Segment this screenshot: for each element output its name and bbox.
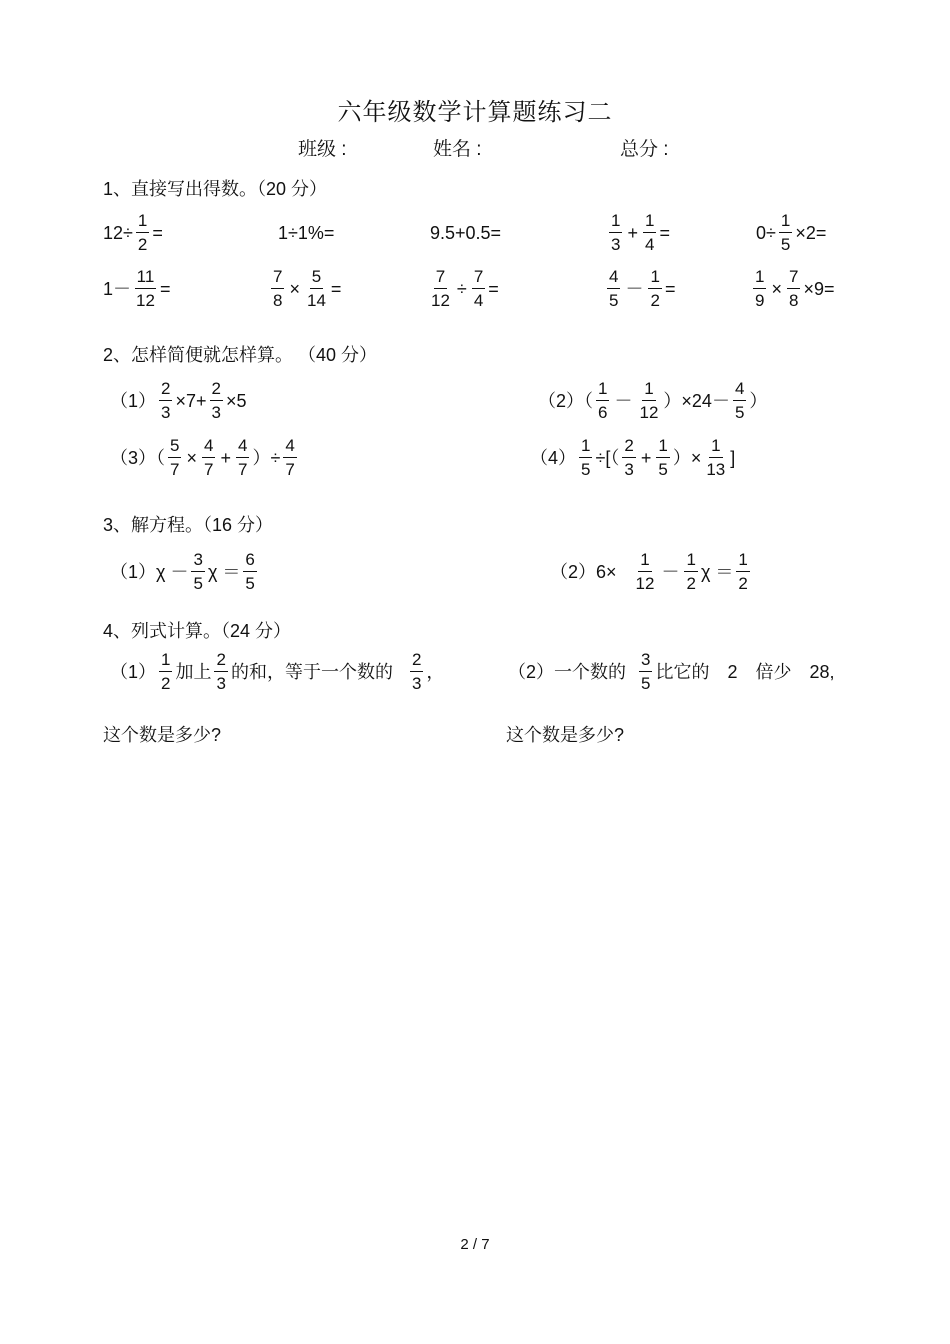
problem-10: $\frac{1}{9}$ × $\frac{7}{8}$ ×9= bbox=[755, 267, 835, 310]
fraction: $\frac{6}{5}$ bbox=[245, 550, 255, 593]
problem-9: $\frac{4}{5}$ － $\frac{1}{2}$ = bbox=[609, 267, 676, 310]
equation-3-1: （1）χ － $\frac{3}{5}$ χ ＝ $\frac{6}{5}$ bbox=[110, 550, 255, 593]
page-number: 2 / 7 bbox=[460, 1236, 490, 1253]
fraction: $\frac{1}{2}$ bbox=[650, 267, 660, 310]
fraction: $\frac{1}{2}$ bbox=[738, 550, 748, 593]
section2-heading: 2、怎样简便就怎样算。 （40 分） bbox=[103, 345, 378, 365]
fraction: $\frac{4}{7}$ bbox=[285, 436, 295, 479]
fraction: $\frac{1}{9}$ bbox=[755, 267, 765, 310]
score-label: 总分 : bbox=[620, 139, 669, 160]
fraction: $\frac{1}{2}$ bbox=[161, 650, 171, 693]
fraction: $\frac{4}{5}$ bbox=[609, 267, 619, 310]
fraction: $\frac{2}{3}$ bbox=[211, 379, 221, 422]
fraction: $\frac{3}{5}$ bbox=[641, 650, 651, 693]
fraction: $\frac{7}{4}$ bbox=[473, 267, 484, 310]
word-problem-4-2-line2: 这个数是多少? bbox=[506, 725, 625, 745]
fraction: $\frac{1}{13}$ bbox=[706, 436, 726, 479]
fraction: $\frac{2}{3}$ bbox=[216, 650, 226, 693]
word-problem-4-1: （1） $\frac{1}{2}$ 加上 $\frac{2}{3}$ 的和，等于一个数的 $\frac{2}{3}$ ， bbox=[110, 650, 445, 693]
problem-1: 12÷ $\frac{1}{2}$ = bbox=[103, 211, 163, 254]
fraction: $\frac{7}{8}$ bbox=[273, 267, 283, 310]
problem-8: $\frac{7}{12}$ ÷ $\frac{7}{4}$ = bbox=[431, 267, 499, 310]
question-2-1: （1） $\frac{2}{3}$ ×7+ $\frac{2}{3}$ ×5 bbox=[110, 379, 247, 422]
fraction: $\frac{5}{7}$ bbox=[170, 436, 180, 479]
fraction: $\frac{4}{7}$ bbox=[237, 436, 248, 479]
fraction: $\frac{1}{5}$ bbox=[658, 436, 668, 479]
fraction: $\frac{1}{2}$ bbox=[137, 211, 148, 254]
fraction: $\frac{5}{14}$ bbox=[306, 267, 326, 310]
fraction: $\frac{11}{12}$ bbox=[136, 267, 155, 310]
problem-5: 0÷ $\frac{1}{5}$ ×2= bbox=[756, 211, 827, 254]
question-2-4: （4） $\frac{1}{5}$ ÷[（ $\frac{2}{3}$ + $\frac{1}{5}$ ）× $\frac{1}{13}$ ] bbox=[530, 436, 736, 479]
fraction: $\frac{1}{6}$ bbox=[598, 379, 608, 422]
fraction: $\frac{2}{3}$ bbox=[624, 436, 634, 479]
fraction: $\frac{1}{3}$ bbox=[611, 211, 621, 254]
word-problem-4-1-line2: 这个数是多少? bbox=[103, 725, 222, 745]
fraction: $\frac{2}{3}$ bbox=[411, 650, 422, 693]
fraction: $\frac{1}{5}$ bbox=[780, 211, 791, 254]
problem-6: 1－ $\frac{11}{12}$ = bbox=[103, 267, 171, 310]
fraction: $\frac{7}{8}$ bbox=[788, 267, 799, 310]
fraction: $\frac{1}{12}$ bbox=[639, 379, 659, 422]
word-problem-4-2: （2）一个数的 $\frac{3}{5}$ 比它的 2 倍少 28, bbox=[508, 650, 835, 693]
problem-2: 1÷1%= bbox=[278, 223, 335, 243]
section3-heading: 3、解方程。（16 分） bbox=[103, 515, 274, 535]
problem-7: $\frac{7}{8}$ × $\frac{5}{14}$ = bbox=[273, 267, 342, 310]
fraction: $\frac{1}{4}$ bbox=[644, 211, 655, 254]
fraction: $\frac{1}{12}$ bbox=[635, 550, 655, 593]
problem-3: 9.5+0.5= bbox=[430, 223, 502, 243]
fraction: $\frac{4}{7}$ bbox=[204, 436, 214, 479]
fraction: $\frac{3}{5}$ bbox=[193, 550, 203, 593]
page-title: 六年级数学计算题练习二 bbox=[337, 99, 613, 126]
question-2-2: （2）（ $\frac{1}{6}$ － $\frac{1}{12}$ ）×24－ $\frac{4}{5}$ ） bbox=[538, 379, 768, 422]
class-label: 班级 : bbox=[298, 139, 347, 160]
section4-heading: 4、列式计算。（24 分） bbox=[103, 621, 292, 641]
fraction: $\frac{7}{12}$ bbox=[431, 267, 450, 310]
equation-3-2: （2）6× $\frac{1}{12}$ － $\frac{1}{2}$ χ ＝ $\frac{1}{2}$ bbox=[550, 550, 748, 593]
fraction: $\frac{1}{5}$ bbox=[581, 436, 591, 479]
question-2-3: （3）（ $\frac{5}{7}$ × $\frac{4}{7}$ + $\frac{4}{7}$ ）÷ $\frac{4}{7}$ bbox=[110, 436, 295, 479]
section1-heading: 1、直接写出得数。（20 分） bbox=[103, 179, 328, 199]
name-label: 姓名 : bbox=[433, 139, 482, 160]
fraction: $\frac{1}{2}$ bbox=[686, 550, 696, 593]
fraction: $\frac{4}{5}$ bbox=[734, 379, 745, 422]
fraction: $\frac{2}{3}$ bbox=[161, 379, 171, 422]
problem-4: $\frac{1}{3}$ + $\frac{1}{4}$ = bbox=[611, 211, 670, 254]
